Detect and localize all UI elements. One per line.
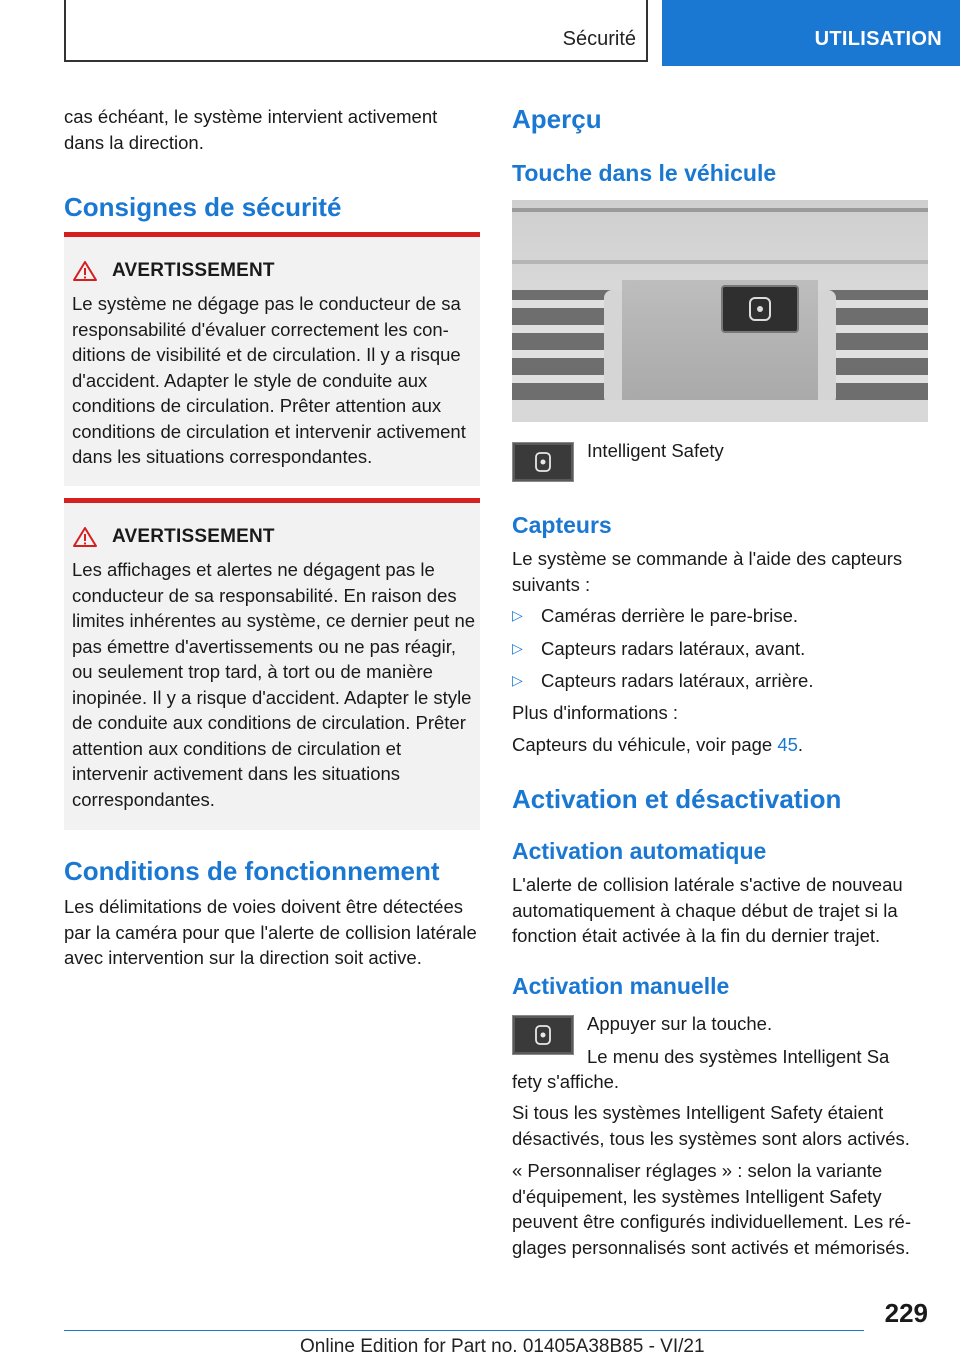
activation-heading: Activation et désactivation: [512, 784, 842, 814]
page-number: 229: [884, 1298, 928, 1328]
reference-end: .: [797, 734, 804, 755]
warning-box-2: [64, 498, 480, 830]
warning-header-2: [72, 523, 275, 551]
warning-triangle-icon: [72, 526, 98, 548]
list-item: [512, 668, 928, 694]
footer-edition: Online Edition for Part no. 01405A38B85 - VI/21: [300, 1336, 705, 1357]
warning-triangle-icon: [72, 260, 98, 282]
bullet-triangle-icon: ▷: [512, 639, 523, 656]
sensors-reference: [512, 732, 928, 758]
reference-text: Capteurs du véhicule, voir page: [512, 734, 778, 755]
manual-paragraph-1: Si tous les systèmes Intelligent Safety étaient désactivés, tous les systèmes sont alors activés.: [512, 1102, 910, 1149]
warning-header-1: [72, 257, 275, 285]
button-heading: Touche dans le véhicule: [512, 160, 777, 186]
sensors-list: [512, 603, 928, 694]
intelligent-safety-button-icon: [512, 442, 574, 482]
manual-step-1: Appuyer sur la touche.: [587, 1013, 773, 1034]
sensors-heading: Capteurs: [512, 512, 612, 538]
conditions-heading: Conditions de fonctionnement: [64, 856, 440, 886]
vehicle-button-photo: [512, 200, 928, 422]
list-item-text: Capteurs radars latéraux, avant.: [541, 637, 806, 659]
manual-paragraph-2: « Personnaliser réglages » : selon la variante d'équipement, les systèmes Intelligent Safety peuvent être configurés individuellement. Les réglages personnalisés sont activés et mémorisés.: [512, 1160, 912, 1258]
bullet-triangle-icon: ▷: [512, 672, 523, 688]
intro-text: cas échéant, le système intervient activement dans la direction.: [64, 106, 438, 153]
list-item-text: Capteurs radars latéraux, arrière.: [541, 670, 814, 691]
safety-heading: Consignes de sécurité: [64, 192, 342, 222]
manual-activation-heading: Activation manuelle: [512, 973, 730, 999]
auto-activation-heading: Activation automatique: [512, 838, 767, 864]
warning-text-2: Les affichages et alertes ne dégagent pas le conducteur de sa responsabilité. En raison des limites inhérentes au système, ce dernier peut ne pas émettre d'avertissements ou ne pas réagir, ou seulement trop tard, à tort ou de manière inopinée. Il y a risque d'accident. Adapter le style de conduite aux conditions de circulation. Prêter attention aux conditions de circulation et intervenir activement dans les situations correspondantes.: [72, 559, 476, 810]
sensors-intro: Le système se commande à l'aide des capteurs suivants :: [512, 548, 903, 595]
warning-box-1: [64, 232, 480, 486]
more-info-label: Plus d'informations :: [512, 702, 678, 723]
warning-label-2: AVERTISSEMENT: [112, 526, 275, 547]
intelligent-safety-button-icon: [512, 1015, 574, 1055]
warning-text-1: Le système ne dégage pas le conducteur de sa responsabilité d'évaluer correctement les conditions de visibilité et de circulation. Il y a risque d'accident. Adapter le style de conduite aux conditions de circulation. Prêter attention aux conditions de circulation et intervenir activement dans les situations correspondantes.: [72, 293, 466, 467]
auto-activation-text: L'alerte de collision latérale s'active de nouveau automatiquement à chaque début de trajet si la fonction était activée à la fin du dernier trajet.: [512, 874, 903, 946]
bullet-triangle-icon: ▷: [512, 607, 523, 623]
manual-step-2a: Le menu des systèmes Intelligent Sa: [587, 1046, 890, 1067]
button-caption: Intelligent Safety: [587, 440, 724, 461]
overview-heading: Aperçu: [512, 104, 602, 134]
manual-step-2b: fety s'affiche.: [512, 1071, 620, 1092]
footer-divider: [64, 1330, 864, 1331]
list-item: [512, 603, 928, 629]
header-section-title: Sécurité: [562, 28, 636, 50]
list-item: [512, 636, 928, 662]
conditions-text: Les délimitations de voies doivent être détectées par la caméra pour que l'alerte de collision latérale avec intervention sur la direction soit active.: [64, 896, 477, 968]
header-tab-label: UTILISATION: [814, 28, 942, 50]
warning-label-1: AVERTISSEMENT: [112, 260, 275, 281]
list-item-text: Caméras derrière le pare-brise.: [541, 605, 799, 626]
page-link[interactable]: 45: [777, 734, 798, 755]
